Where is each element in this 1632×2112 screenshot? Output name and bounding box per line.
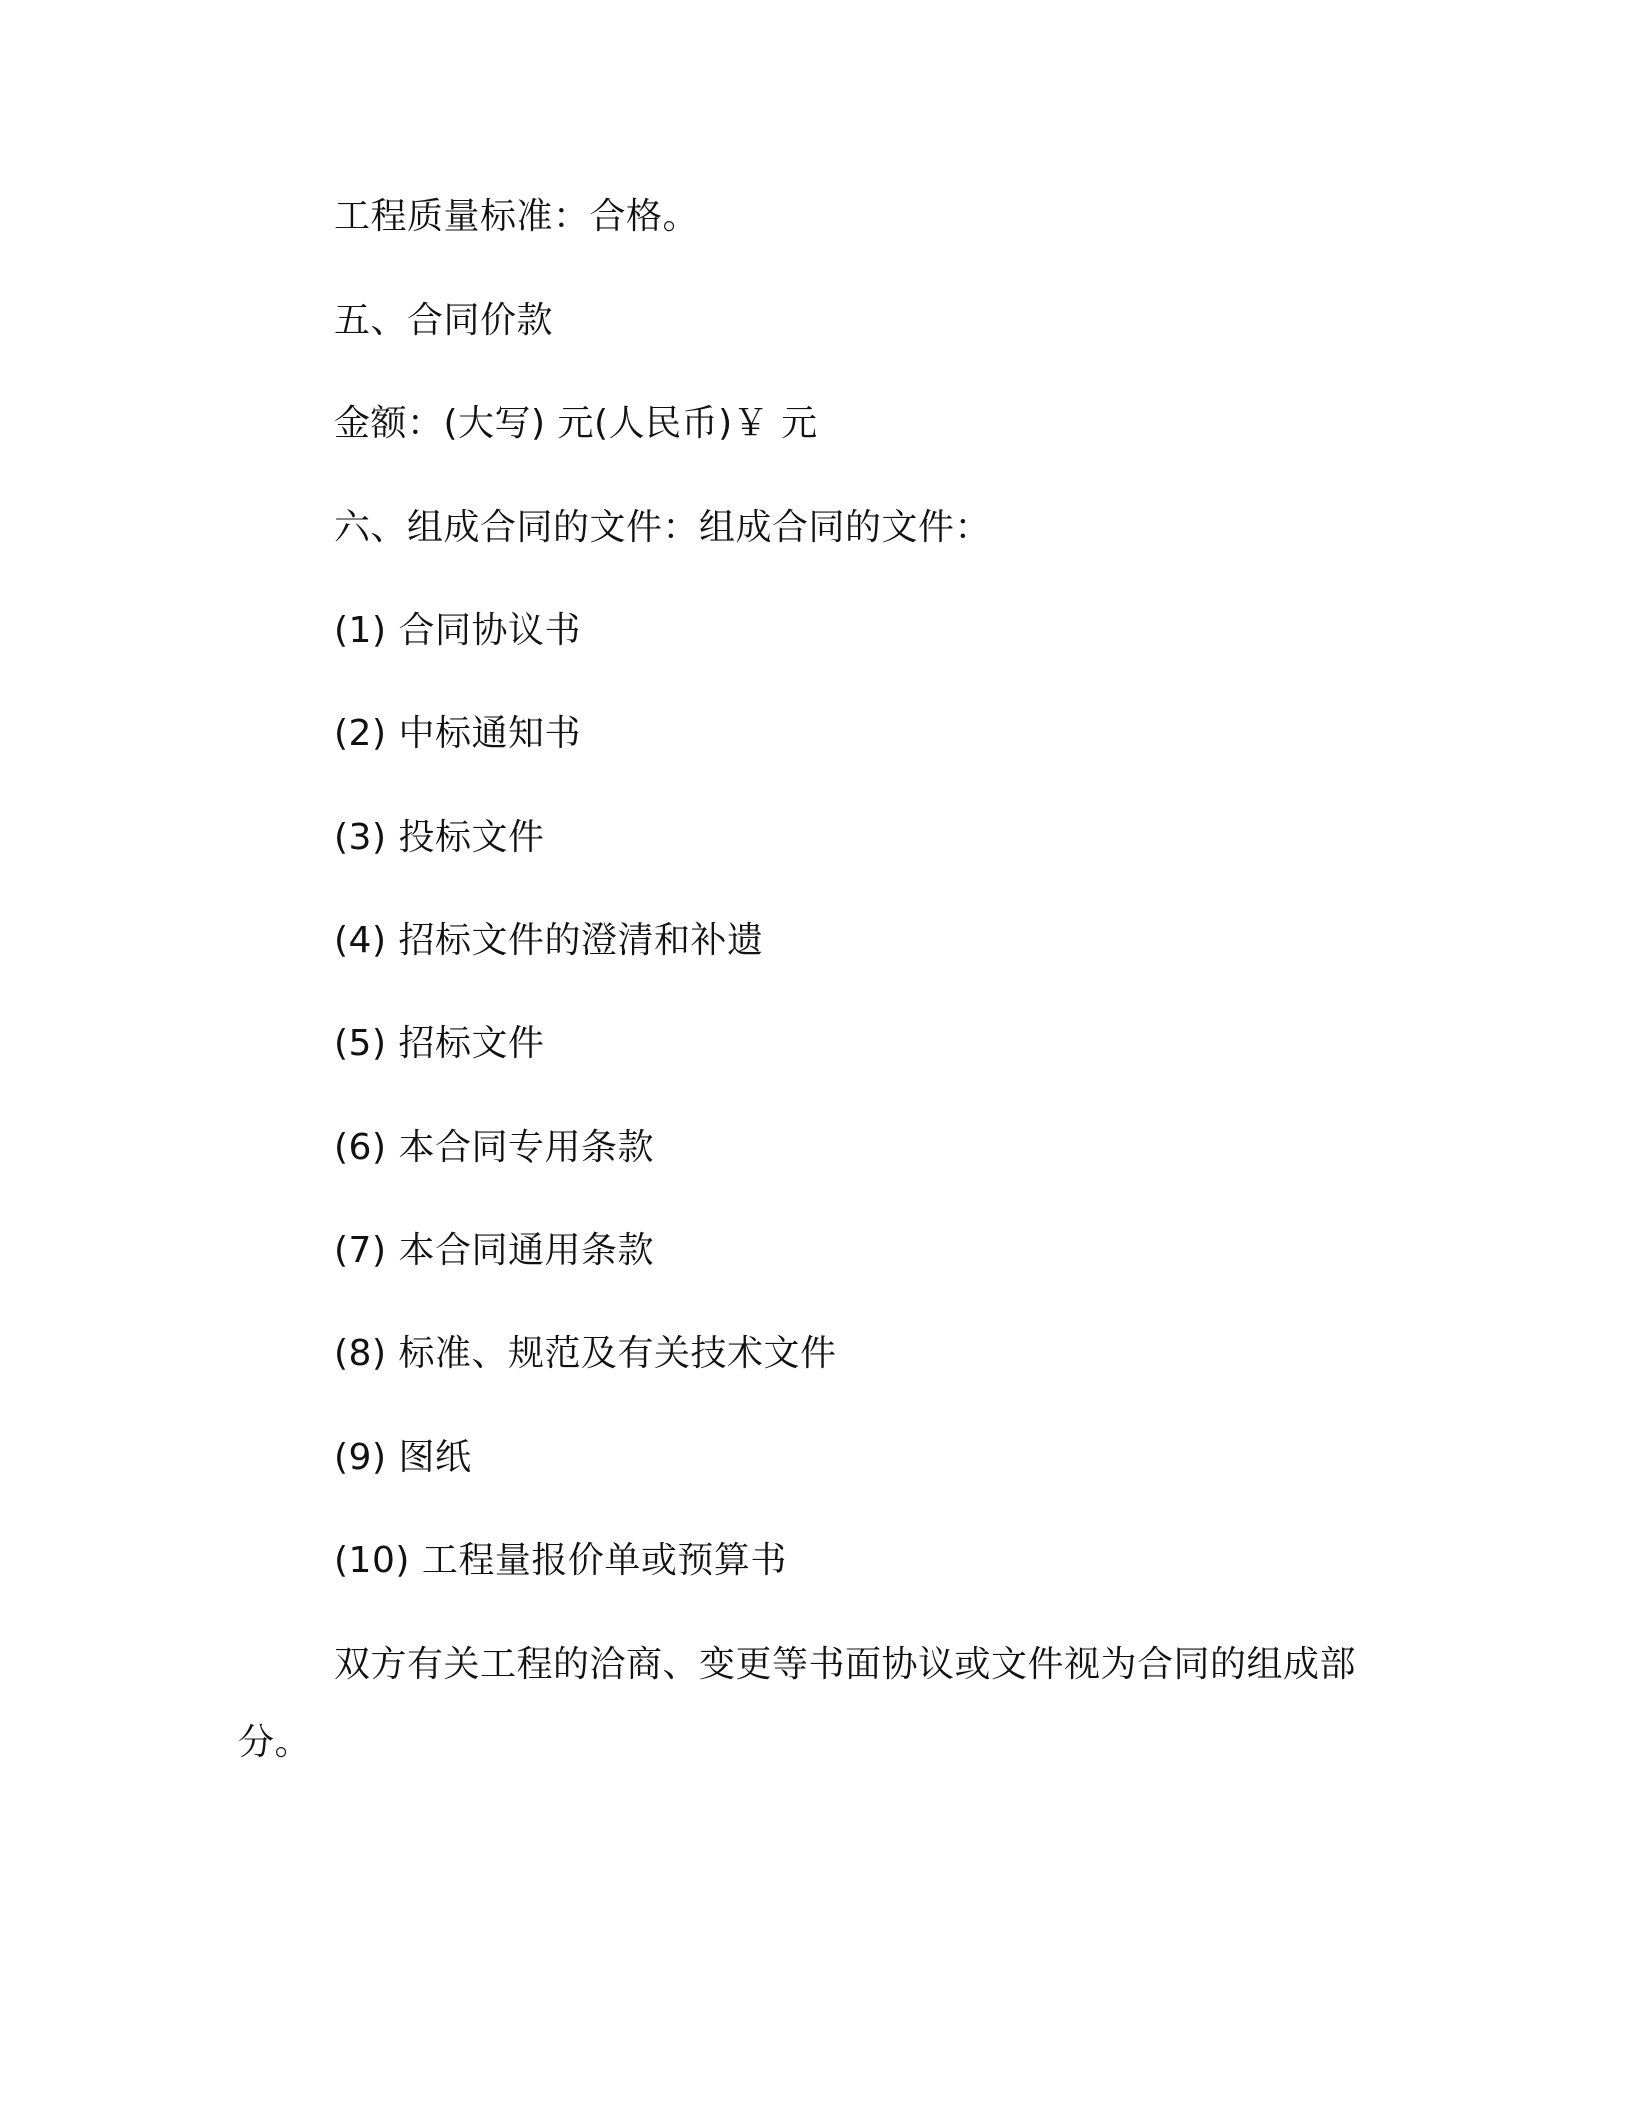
amount-line: 金额：(大写) 元(人民币)￥ 元 xyxy=(334,403,818,444)
section-five-heading: 五、合同价款 xyxy=(334,300,554,341)
section-six-heading: 六、组成合同的文件：组成合同的文件： xyxy=(334,507,992,548)
closing-paragraph: 双方有关工程的洽商、变更等书面协议或文件视为合同的组成部分。 xyxy=(238,1644,1357,1763)
list-item: (9) 图纸 xyxy=(334,1437,472,1478)
list-item: (5) 招标文件 xyxy=(334,1023,545,1064)
quality-standard-line: 工程质量标准：合格。 xyxy=(334,196,700,237)
list-item: (10) 工程量报价单或预算书 xyxy=(334,1540,787,1581)
list-item: (8) 标准、规范及有关技术文件 xyxy=(334,1333,837,1374)
list-item: (6) 本合同专用条款 xyxy=(334,1127,654,1168)
list-item: (3) 投标文件 xyxy=(334,817,545,858)
list-item: (7) 本合同通用条款 xyxy=(334,1230,654,1271)
list-item: (1) 合同协议书 xyxy=(334,610,581,651)
list-item: (2) 中标通知书 xyxy=(334,713,581,754)
list-item: (4) 招标文件的澄清和补遗 xyxy=(334,920,764,961)
